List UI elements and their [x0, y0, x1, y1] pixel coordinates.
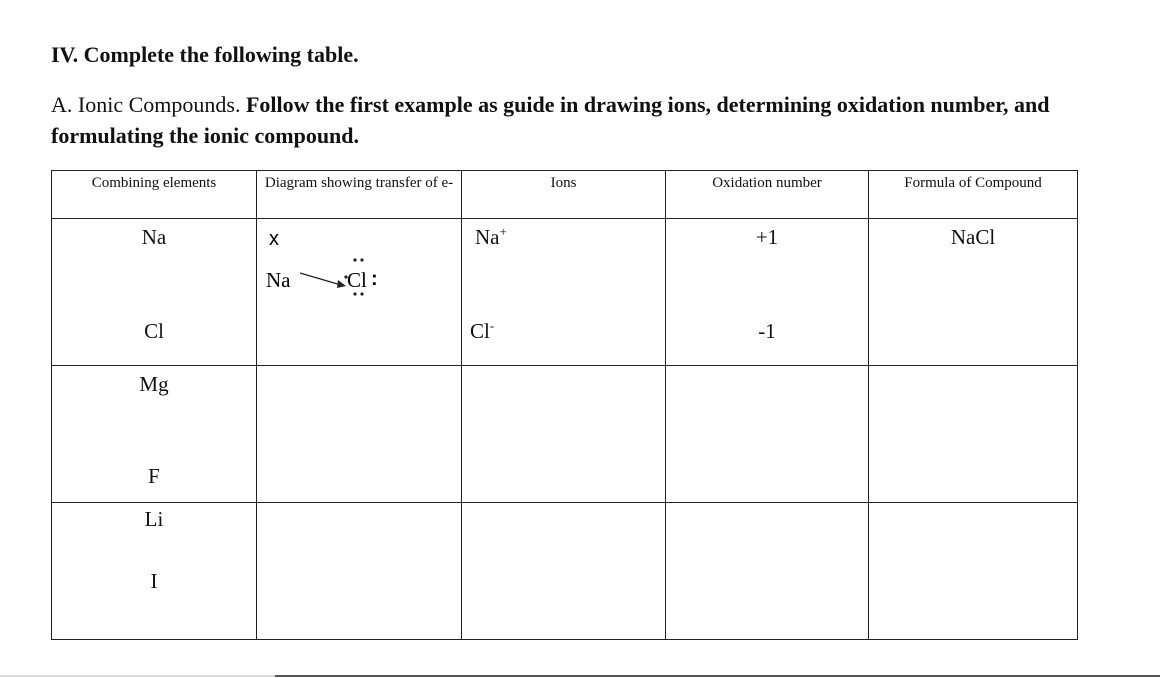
ionic-compounds-table [51, 170, 1078, 640]
element-2: Cl [144, 319, 164, 343]
element-1: Na [141, 225, 167, 249]
element-1: Li [144, 507, 164, 531]
table-row [52, 503, 1078, 640]
cell-ions[interactable] [462, 366, 666, 503]
cell-ions[interactable] [462, 503, 666, 640]
cell-formula [869, 219, 1078, 366]
electron-dot-icon [360, 292, 363, 295]
cell-ions [462, 219, 666, 366]
cell-diagram[interactable] [257, 366, 462, 503]
cell-oxidation-number[interactable] [666, 503, 869, 640]
acceptor-symbol: Cl [347, 268, 367, 292]
cell-oxidation-number [666, 219, 869, 366]
transfer-arrow-head-icon [337, 280, 346, 288]
cell-diagram [257, 219, 462, 366]
electron-dot-icon [360, 258, 363, 261]
header-combining-elements: Combining elements [52, 171, 257, 219]
ion-1-symbol: Na [475, 225, 500, 249]
table-row [52, 366, 1078, 503]
ion-2-charge: - [489, 318, 495, 333]
oxidation-1: +1 [755, 225, 779, 249]
element-2: I [150, 569, 158, 593]
cell-formula[interactable] [869, 366, 1078, 503]
element-1: Mg [139, 372, 169, 396]
electron-dot-icon [353, 258, 356, 261]
table-row-example [52, 219, 1078, 366]
acceptor-colon: : [371, 268, 378, 290]
cell-formula[interactable] [869, 503, 1078, 640]
instructions-bold: Follow the first example as guide in drawing ions, determining oxidation number, and formulating the ionic compound. [51, 92, 1050, 148]
oxidation-2: -1 [758, 319, 776, 343]
cell-diagram[interactable] [257, 503, 462, 640]
donor-symbol: Na [266, 268, 291, 292]
electron-transfer-diagram [257, 219, 462, 365]
cell-oxidation-number[interactable] [666, 366, 869, 503]
worksheet-heading: IV. Complete the following table. [51, 42, 359, 67]
header-oxidation-number: Oxidation number [666, 171, 869, 219]
ion-2-symbol: Cl [470, 319, 490, 343]
cell-combining-elements [52, 366, 257, 503]
instructions-prefix: A. Ionic Compounds. [51, 92, 246, 117]
ion-1-charge: + [499, 224, 507, 239]
cell-combining-elements [52, 503, 257, 640]
formula: NaCl [950, 225, 996, 249]
header-formula: Formula of Compound [869, 171, 1078, 219]
electron-mark: x [269, 228, 279, 250]
ion-2 [470, 319, 494, 343]
instructions [51, 89, 1111, 151]
header-ions: Ions [462, 171, 666, 219]
electron-dot-icon [353, 292, 356, 295]
cell-combining-elements [52, 219, 257, 366]
page-bottom-rule [0, 675, 1160, 677]
ion-1 [475, 225, 507, 249]
element-2: F [148, 464, 160, 488]
header-diagram: Diagram showing transfer of e- [257, 171, 462, 219]
header-row [52, 171, 1078, 219]
transfer-arrow-line [300, 273, 341, 285]
